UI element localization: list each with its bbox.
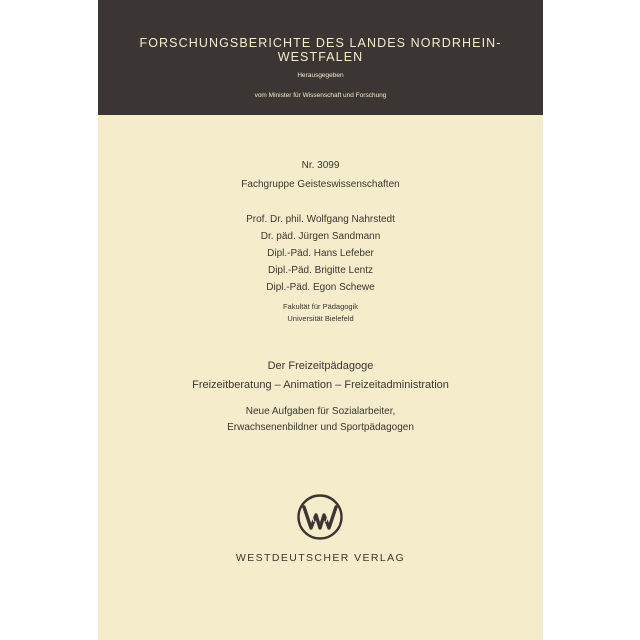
author-1: Prof. Dr. phil. Wolfgang Nahrstedt bbox=[246, 214, 395, 225]
author-3: Dipl.-Päd. Hans Lefeber bbox=[267, 248, 374, 259]
subject-group: Fachgruppe Geisteswissenschaften bbox=[241, 179, 400, 190]
subtitle-line-1: Neue Aufgaben für Sozialarbeiter, bbox=[245, 406, 396, 417]
faculty: Fakultät für Pädagogik bbox=[282, 302, 359, 311]
series-title: FORSCHUNGSBERICHTE DES LANDES NORDRHEIN-WESTFALEN bbox=[139, 36, 502, 64]
author-4: Dipl.-Päd. Brigitte Lentz bbox=[267, 265, 374, 276]
author-5: Dipl.-Päd. Egon Schewe bbox=[266, 282, 375, 293]
editor-label: Herausgegeben bbox=[297, 72, 344, 79]
westdeutscher-verlag-logo-icon bbox=[296, 493, 344, 541]
book-cover bbox=[98, 0, 543, 640]
university: Universität Bielefeld bbox=[287, 314, 354, 323]
series-header bbox=[98, 0, 543, 115]
title-line-2: Freizeitberatung – Animation – Freizeitadministration bbox=[192, 379, 449, 391]
issue-number: Nr. 3099 bbox=[301, 160, 340, 171]
title-line-1: Der Freizeitpädagoge bbox=[267, 360, 374, 372]
publisher-name: WESTDEUTSCHER VERLAG bbox=[235, 552, 406, 564]
subtitle-line-2: Erwachsenenbildner und Sportpädagogen bbox=[227, 422, 414, 433]
editor-name: vom Minister für Wissenschaft und Forschung bbox=[254, 92, 387, 99]
author-2: Dr. päd. Jürgen Sandmann bbox=[260, 231, 381, 242]
